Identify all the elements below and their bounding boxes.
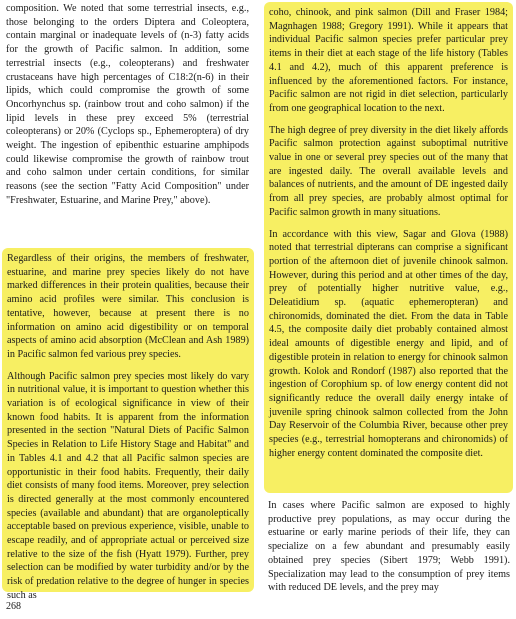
paragraph-prey-selection: Although Pacific salmon prey species most likely do vary in nutritional value, it is important to question whether this variation is of ecological significance in view of their known food habits. It is apparent from the information presented in the section "Natural Diets of Pacific Salmon Species in Relation to Life History Stage and Habitat" and in Tables 4.1 and 4.2 that all Pacific salmon species are opportunistic in their food habits. Frequently, their daily diet consists of many food items. Moreover, prey selection is directed generally at the most commonly encountered species (available and abundant) that are organoleptically acceptable based on previous experience, visible, unable to escape readily, and of appropriate actual or perceived size relative to the size of the fish (Hyatt 1979). Further, prey selection can be modified by water turbidity and/or by the risk of predation relative to the degree of hunger in species such as: [7, 370, 249, 601]
paragraph-fatty-acids: composition. We noted that some terrestrial insects, e.g., those belonging to the orders Diptera and Coleoptera, contain marginal or inadequate levels of (n-3) fatty acids for the growth of Pacific salmon. In addition, some terrestrial insects (e.g., coleopterans) and freshwater crustaceans have high percentages of C18:2(n-6) in their lipids, which could compromise the growth of some Oncorhynchus sp. (rainbow trout and coho salmon) if the lipid levels in these prey exceed 5% (terrestrial coleopterans) or 20% (Cyclops sp., Ephemeroptera) of dry weight. The ingestion of epibenthic estuarine amphipods could likewise compromise the growth of rainbow trout and coho salmon under certain conditions, for similar reasons (see the section "Fatty Acid Composition" under "Freshwater, Estuarine, and Marine Prey," above).: [6, 3, 249, 206]
left-column-top-text: [6, 2, 249, 208]
paragraph-prey-diversity: The high degree of prey diversity in the diet likely affords Pacific salmon protection against suboptimal nutritive value in one or several prey species out of the many that are ingested daily. The overall available levels and balances of nutrients, and the amount of DE ingested daily from all prey species, are probably almost optimal for Pacific salmon growth in many situations.: [269, 124, 508, 218]
left-column-highlight-block: [2, 248, 254, 601]
paragraph-specialization: In cases where Pacific salmon are exposed to highly productive prey populations, as may occur during the estuarine or early marine periods of their life, they can specialize on a few abundant and presumably easily obtained prey species (Sibert 1979; Webb 1991). Specialization may lead to the consumption of prey items with reduced DE levels, and the prey may: [268, 500, 510, 594]
paragraph-protein-quality: Regardless of their origins, the members of freshwater, estuarine, and marine prey species likely do not have marked differences in their protein qualities, because their amino acid profiles were similar. This conclusion is tentative, however, because at present there is no information on amino acid digestibility or on temporal aspects of amino acid absorption (McClean and Ash 1989) in Pacific salmon fed various prey species.: [7, 253, 249, 360]
right-column-bottom-text: [268, 499, 510, 595]
right-column-highlight-block: [264, 2, 513, 493]
paragraph-chinook-diet: In accordance with this view, Sagar and Glova (1988) noted that terrestrial dipterans can comprise a significant portion of the afternoon diet of juvenile chinook salmon. However, during this period and at other times of the day, prey of potentially higher nutritive value, e.g., Deleatidium sp. (aquatic ephemeropteran) and chironomids, dominated the diet. From the data in Table 4.5, the composite daily diet probably contained almost ideal amounts of digestible energy and lipid, and of digestible protein in relation to energy for chinook salmon growth. Kolok and Rondorf (1987) also reported that the ingestion of Corophium sp. of low energy content did not significantly reduce the overall daily energy intake of juvenile spring chinook salmon collected from the John Day Reservoir of the Columbia River, because other prey species (e.g., terrestrial homopterans and chironomids) of higher energy content dominated the composite diet.: [269, 228, 508, 459]
page-number: 268: [6, 601, 21, 612]
paragraph-diet-preference: coho, chinook, and pink salmon (Dill and Fraser 1984; Magnhagen 1988; Gregory 1991). While it appears that individual Pacific salmon species prefer particular prey items in their diet at each stage of the life history (Tables 4.1 and 4.2), much of this apparent preference is influenced by the aforementioned factors. For instance, Pacific salmon are not rigid in diet selection, particularly from one geographical location to the next.: [269, 7, 508, 114]
